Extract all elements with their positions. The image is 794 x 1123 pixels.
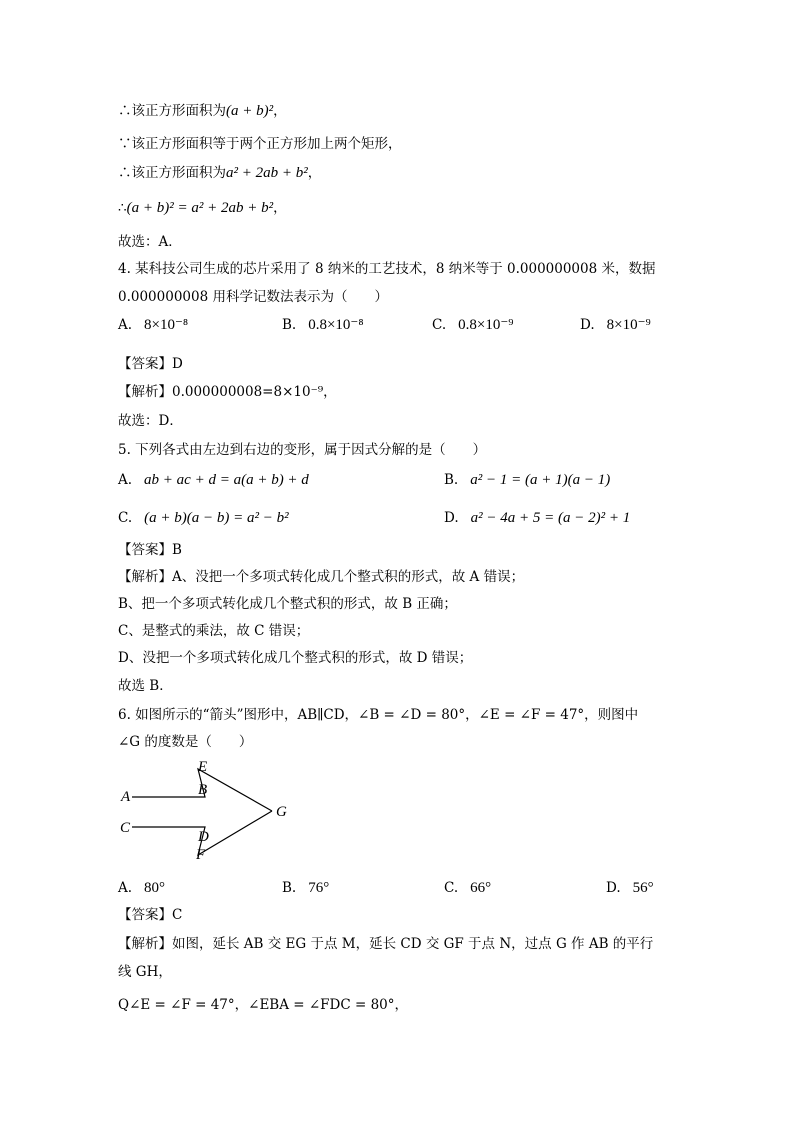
label-F: F <box>196 847 206 863</box>
q4-option-b <box>282 315 364 335</box>
text: 【答案】 <box>118 356 172 372</box>
math-expr: a² + 2ab + b² <box>226 165 308 181</box>
text: D. <box>444 510 459 526</box>
text: (a + b)(a − b) = a² − b² <box>144 510 289 526</box>
text: B. <box>282 317 297 333</box>
label-C: C <box>120 820 131 836</box>
sol3-line-3 <box>118 163 321 183</box>
text: A. <box>118 472 133 488</box>
q4-answer <box>118 354 183 374</box>
label-A: A <box>121 789 131 805</box>
text: B <box>172 542 182 558</box>
q4-stem-line-1: 4. 某科技公司生成的芯片采用了 8 纳米的工艺技术，8 纳米等于 0.000000008 米，数据 <box>118 261 656 277</box>
q5-option-d <box>444 508 630 528</box>
q5-option-b <box>444 470 610 490</box>
text: a² − 4a + 5 = (a − 2)² + 1 <box>470 510 631 526</box>
text: 如图，延长 AB 交 EG 于点 M，延长 CD 交 GF 于点 N，过点 G 作 AB 的平行 <box>172 936 654 952</box>
q5-choose: 故选 B． <box>118 678 173 694</box>
q4-analysis <box>118 382 337 402</box>
q6-stem-line-1: 6. 如图所示的“箭头”图形中，AB∥CD，∠B = ∠D = 80°，∠E = ∠F = 47°，则图中 <box>118 707 639 723</box>
text: 66° <box>470 880 492 896</box>
text: D <box>172 356 183 372</box>
text: A. <box>118 880 133 896</box>
text: 56° <box>632 880 654 896</box>
text: 8×10⁻⁸ <box>144 317 189 333</box>
text: 80° <box>144 880 166 896</box>
text: ， <box>273 103 287 119</box>
text: a² − 1 = (a + 1)(a − 1) <box>470 472 611 488</box>
q6-option-d <box>606 878 654 898</box>
text: ab + ac + d = a(a + b) + d <box>144 472 309 488</box>
q5-option-c <box>118 508 289 528</box>
text: ∴该正方形面积为 <box>118 165 226 181</box>
q6-option-a <box>118 878 165 898</box>
text: 76° <box>308 880 330 896</box>
text: C. <box>444 880 459 896</box>
q5-stem: 5. 下列各式由左边到右边的变形，属于因式分解的是（ ） <box>118 442 487 458</box>
q6-option-c <box>444 878 491 898</box>
text: 0.000000008=8×10⁻⁹， <box>172 384 337 400</box>
sol3-choose: 故选：A． <box>118 234 182 250</box>
q5-analysis-a <box>118 567 524 587</box>
text: ∴ <box>118 200 127 216</box>
text: D. <box>580 317 595 333</box>
label-B: B <box>198 782 208 798</box>
text: 【解析】 <box>118 384 172 400</box>
q5-analysis-d: D、没把一个多项式转化成几个整式积的形式，故 D 错误； <box>118 650 473 666</box>
text: A. <box>118 317 133 333</box>
math-expr: (a + b)² = a² + 2ab + b² <box>126 200 274 216</box>
text: 0.8×10⁻⁸ <box>308 317 364 333</box>
q5-analysis-c: C、是整式的乘法，故 C 错误； <box>118 623 310 639</box>
text: 8×10⁻⁹ <box>606 317 651 333</box>
q6-analysis-line-1 <box>118 934 653 954</box>
q6-answer <box>118 905 182 925</box>
text: C <box>172 907 183 923</box>
sol3-line-4 <box>118 198 287 218</box>
q5-option-a <box>118 470 309 490</box>
q4-option-a <box>118 315 188 335</box>
q4-choose: 故选：D． <box>118 413 183 429</box>
label-G: G <box>276 804 287 820</box>
text: B. <box>444 472 459 488</box>
text: 【答案】 <box>118 907 172 923</box>
q6-stem-line-2: ∠G 的度数是（ ） <box>118 734 253 750</box>
q4-option-d <box>580 315 651 335</box>
text: 【解析】 <box>118 569 172 585</box>
text: C. <box>432 317 447 333</box>
q4-stem-line-2: 0.000000008 用科学记数法表示为（ ） <box>118 289 388 305</box>
text: A、没把一个多项式转化成几个整式积的形式，故 A 错误； <box>172 569 525 585</box>
text: 【答案】 <box>118 542 172 558</box>
text: ， <box>273 200 287 216</box>
label-E: E <box>198 759 208 775</box>
q4-option-c <box>432 315 514 335</box>
text: ， <box>307 165 322 181</box>
q5-analysis-b: B、把一个多项式转化成几个整式积的形式，故 B 正确； <box>118 596 457 612</box>
q6-analysis-line-2: 线 GH， <box>118 964 172 980</box>
label-D: D <box>198 829 209 845</box>
text: 【解析】 <box>118 936 172 952</box>
q6-analysis-line-3: Q∠E = ∠F = 47°，∠EBA = ∠FDC = 80°， <box>118 997 409 1013</box>
arrow-figure <box>110 755 310 865</box>
text: ∴该正方形面积为 <box>118 103 226 119</box>
sol3-line-1 <box>118 101 287 121</box>
q6-option-b <box>282 878 329 898</box>
q5-answer <box>118 540 182 560</box>
math-expr: (a + b)² <box>226 103 274 119</box>
text: C. <box>118 510 133 526</box>
sol3-line-2: ∵该正方形面积等于两个正方形加上两个矩形， <box>118 136 402 152</box>
text: 0.8×10⁻⁹ <box>458 317 514 333</box>
text: B. <box>282 880 297 896</box>
text: D. <box>606 880 621 896</box>
